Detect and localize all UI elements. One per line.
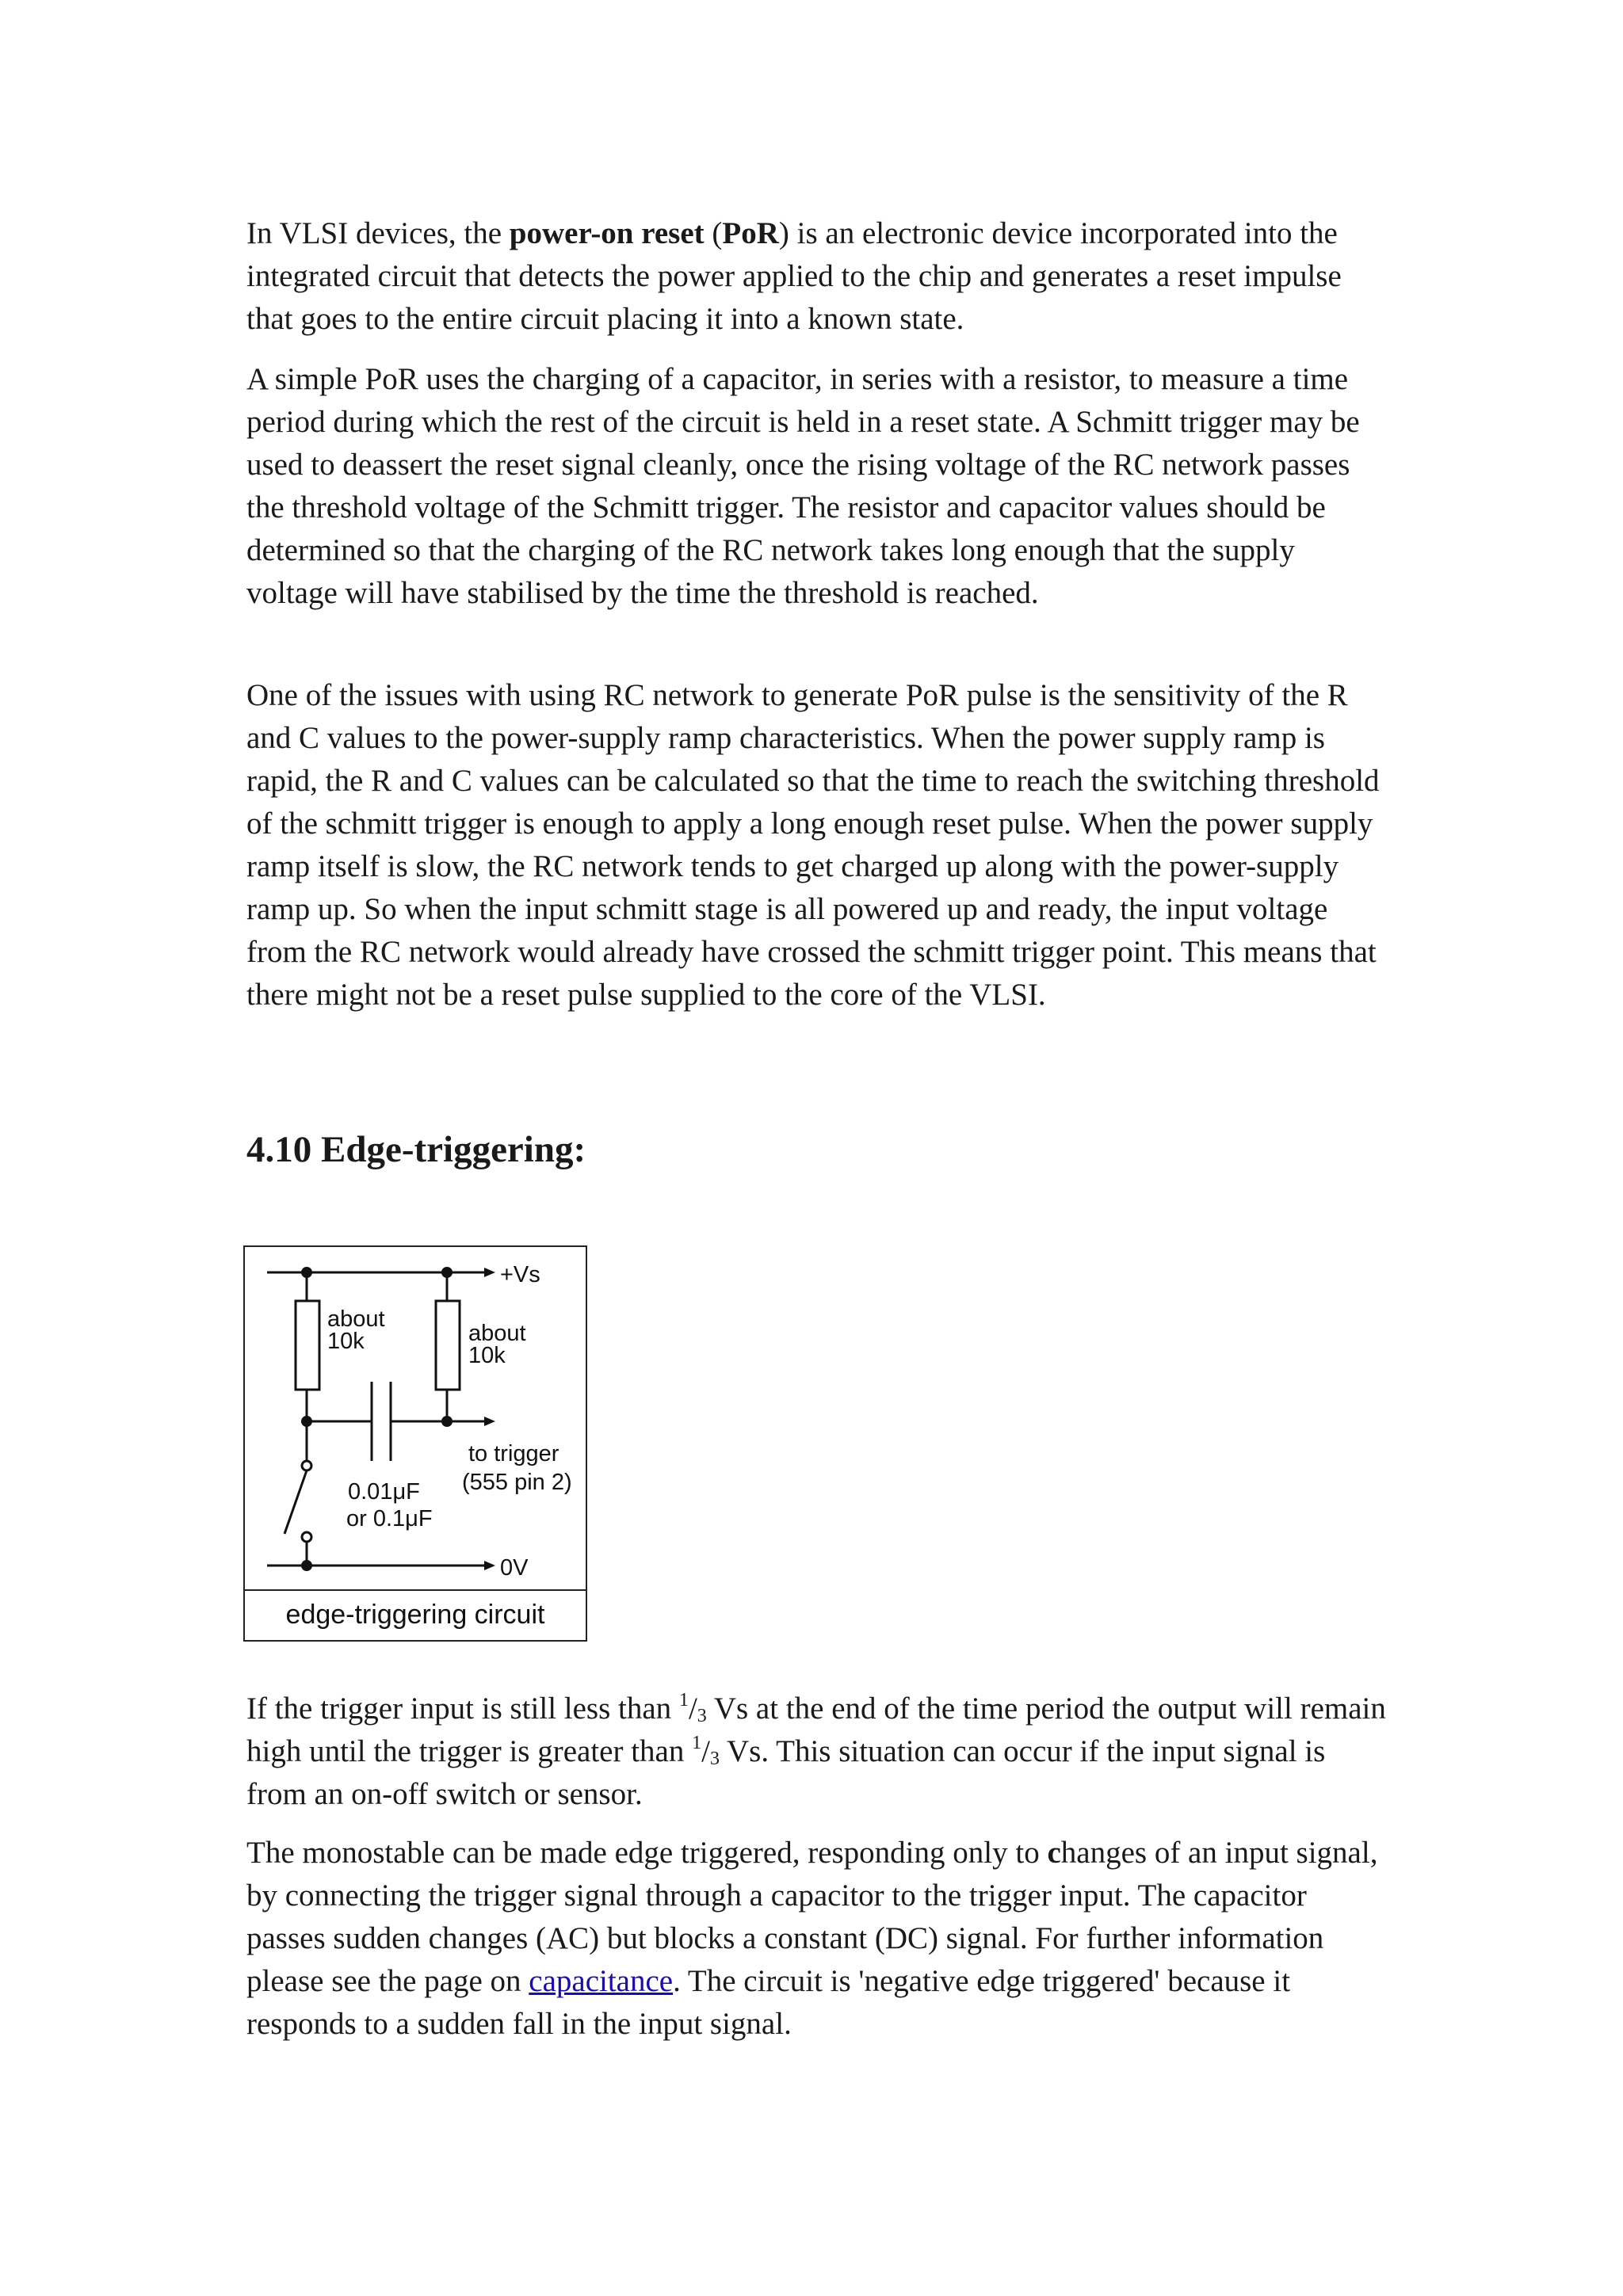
text-span: The monostable can be made edge triggered, responding only to [246, 1836, 1048, 1870]
fraction-numerator: 1 [678, 1690, 689, 1711]
fraction-slash: / [688, 1691, 697, 1726]
paragraph-text: One of the issues with using RC network to generate PoR pulse is the sensitivity of the R and C values to the power-supply ramp characteristics. When the power supply ramp is rapid, the R and C values can be calculated so that the time to reach the switching threshold of the schmitt trigger is enough to apply a long enough reset pulse. When the power supply ramp itself is slow, the RC network tends to get charged up along with the power-supply ramp up. So when the input schmitt stage is all powered up and ready, the input voltage from the RC network would already have crossed the schmitt trigger point. This means that there might not be a reset pulse supplied to the core of the VLSI. [246, 678, 1380, 1012]
label-capacitor-line2: or 0.1μF [346, 1506, 433, 1531]
bold-term-power-on-reset: power-on reset [509, 216, 705, 250]
junction-dot [441, 1416, 453, 1427]
capacitance-link[interactable]: capacitance [529, 1964, 674, 1998]
fraction-numerator: 1 [692, 1733, 702, 1753]
resistor-left [296, 1301, 319, 1390]
section-heading: 4.10 Edge-triggering: [246, 1129, 586, 1170]
junction-dot [301, 1267, 312, 1278]
switch-lever [285, 1470, 307, 1534]
text-span: . The circuit is 'negative edge triggered' because it responds to a sudden fall in the input signal. [246, 1964, 1291, 2041]
fraction-one-third [692, 1734, 720, 1768]
bold-term-por: PoR [722, 216, 779, 250]
paragraph-monostable [246, 1832, 1388, 2046]
supply-arrow [484, 1268, 495, 1277]
label-vs: +Vs [500, 1262, 540, 1287]
paragraph-por-intro [246, 212, 1388, 341]
paragraph-simple-por [246, 358, 1388, 615]
label-capacitor-line1: 0.01μF [348, 1479, 420, 1505]
edge-triggering-circuit-diagram [245, 1247, 586, 1589]
figure-caption: edge-triggering circuit [245, 1589, 586, 1640]
label-r1-line1: about [327, 1306, 385, 1332]
switch-contact-bottom [302, 1532, 311, 1542]
paragraph-text: A simple PoR uses the charging of a capacitor, in series with a resistor, to measure a time period during which the rest of the circuit is held in a reset state. A Schmitt trigger may be used to deassert the reset signal cleanly, once the rising voltage of the RC network passes the threshold voltage of the Schmitt trigger. The resistor and capacitor values should be determined so that the charging of the RC network takes long enough that the supply voltage will have stabilised by the time the threshold is reached. [246, 362, 1360, 610]
label-r2-line1: about [468, 1321, 526, 1346]
switch-contact-top [302, 1461, 311, 1470]
fraction-denominator: 3 [697, 1706, 707, 1726]
text-span: Vs at the end of the time period the output will remain high until the trigger is greater than [246, 1691, 1386, 1768]
paragraph-trigger-input [246, 1688, 1388, 1816]
label-r2-line2: 10k [468, 1343, 506, 1368]
text-span: In VLSI devices, the [246, 216, 510, 250]
bold-letter: c [1047, 1836, 1061, 1870]
label-gnd: 0V [500, 1555, 529, 1581]
ground-arrow [484, 1561, 495, 1570]
junction-dot [441, 1267, 453, 1278]
paragraph-rc-issues [246, 674, 1388, 1016]
junction-dot [301, 1416, 312, 1427]
fraction-slash: / [701, 1734, 710, 1768]
text-span: ( [704, 216, 723, 250]
output-arrow [484, 1417, 495, 1426]
junction-dot [301, 1560, 312, 1571]
text-span: hanges of an input signal, by connecting the trigger signal through a capacitor to the trigger input. The capacitor passes sudden changes (AC) but blocks a constant (DC) signal. For further information please see the page on [246, 1836, 1378, 1998]
label-output-line2: (555 pin 2) [462, 1470, 572, 1495]
circuit-figure [243, 1245, 587, 1642]
label-output-line1: to trigger [468, 1441, 559, 1466]
fraction-one-third [679, 1691, 707, 1726]
text-span: If the trigger input is still less than [246, 1691, 679, 1726]
fraction-denominator: 3 [709, 1749, 720, 1769]
resistor-right [436, 1301, 460, 1390]
text-span: Vs. This situation can occur if the input signal is from an on-off switch or sensor. [246, 1734, 1326, 1811]
text-span: ) is an electronic device incorporated into the integrated circuit that detects the power applied to the chip and generates a reset impulse that goes to the entire circuit placing it into a known state. [246, 216, 1342, 336]
label-r1-line2: 10k [327, 1329, 365, 1354]
